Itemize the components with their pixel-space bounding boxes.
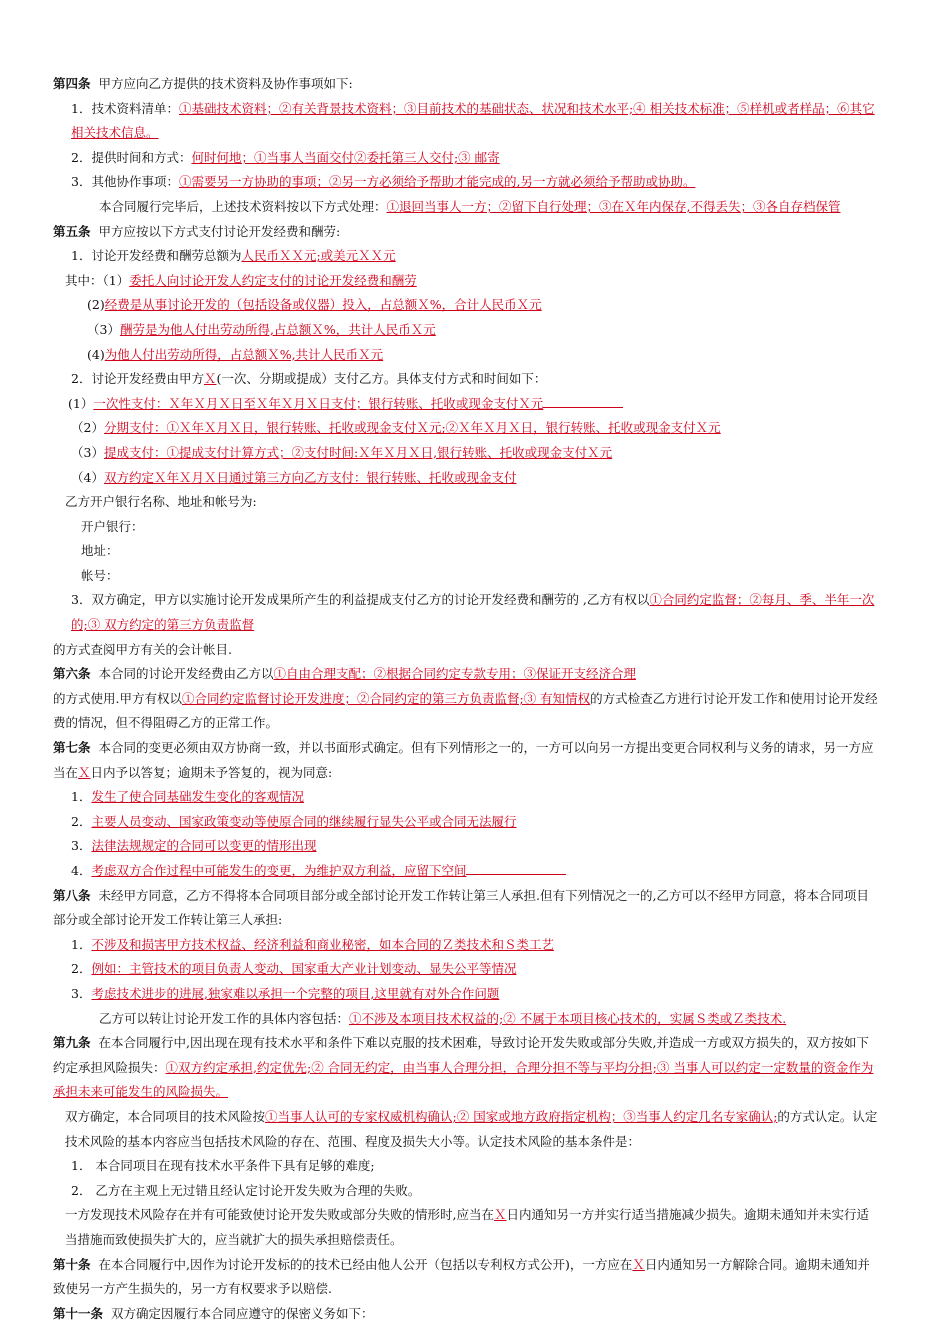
bank-account-label: 帐号： (81, 567, 119, 583)
bank-address-label: 地址： (81, 543, 119, 559)
article-6-body: 的方式使用.甲方有权以①合同约定监督讨论开发进度；②合同约定的第三方负责监督;③ 有知情权的方式检查乙方进行讨论开发工作和使用讨论开发经费的情况，但不得阻碍乙方的正常工作。 (53, 690, 878, 731)
art4-after: 本合同履行完毕后，上述技术资料按以下方式处理：①退回当事人一方；②留下自行处理；③在Ｘ年内保存,不得丢失；③各自存档保管 (99, 198, 841, 214)
art5-sub-3: （3）酬劳是为他人付出劳动所得,占总额Ｘ%，共计人民币Ｘ元 (87, 321, 436, 337)
art5-pay-2: （2）分期支付：①Ｘ年Ｘ月Ｘ日，银行转账、托收或现金支付Ｘ元;②Ｘ年Ｘ月Ｘ日，银行转账、托收或现金支付Ｘ元 (71, 420, 721, 436)
art5-sub-2: (2)经费是从事讨论开发的（包括设备或仪器）投入，占总额Ｘ%，合计人民币Ｘ元 (87, 297, 542, 313)
art9-para-2: 双方确定，本合同项目的技术风险按①当事人认可的专家权威机构确认;② 国家或地方政府指定机构；③当事人约定几名专家确认;的方式认定。认定技术风险的基本内容应当包括技术风险的存在、范围、程度及损失大小等。认定技术风险的基本条件是： (65, 1108, 878, 1149)
contract-page (53, 72, 879, 1326)
art4-item-2: 2．提供时间和方式：何时何地；①当事人当面交付②委托第三人交付;③ 邮寄 (71, 149, 500, 165)
bank-intro: 乙方开户银行名称、地址和帐号为: (65, 494, 257, 510)
art8-item-2: 2．例如：主管技术的项目负责人变动、国家重大产业计划变动、显失公平等情况 (71, 961, 517, 977)
article-label: 第四条 (53, 76, 91, 91)
blank-underline (466, 862, 566, 875)
blank-underline (543, 395, 623, 408)
article-4-heading: 第四条 甲方应向乙方提供的技术资料及协作事项如下: (53, 76, 353, 91)
art5-sub-1: 其中：（1）委托人向讨论开发人约定支付的讨论开发经费和酬劳 (65, 272, 417, 288)
art8-transfer: 乙方可以转让讨论开发工作的具体内容包括：①不涉及本项目技术权益的;② 不属于本项目核心技术的，实属Ｓ类或Ｚ类技术. (99, 1010, 787, 1026)
art5-pay-1: (1）一次性支付：Ｘ年Ｘ月Ｘ日至Ｘ年Ｘ月Ｘ日支付；银行转账、托收或现金支付Ｘ元 (53, 392, 879, 417)
art5-pay-3: （3）提成支付：①提成支付计算方式；②支付时间:Ｘ年Ｘ月Ｘ日,银行转账、托收或现金支付Ｘ元 (71, 444, 613, 460)
art8-item-1: 1．不涉及和损害甲方技术权益、经济利益和商业秘密，如本合同的Ｚ类技术和Ｓ类工艺 (71, 936, 554, 952)
art5-item-3-tail: 的方式查阅甲方有关的会计帐目. (53, 641, 232, 657)
art7-item-4: 4．考虑双方合作过程中可能发生的变更，为维护双方利益，应留下空间 (53, 859, 879, 884)
art4-item-1: 1．技术资料清单：①基础技术资料；②有关背景技术资料；③目前技术的基础状态、状况和技术水平;④ 相关技术标准；⑤样机或者样品；⑥其它相关技术信息。 (71, 100, 875, 141)
article-9: 第九条 在本合同履行中,因出现在现有技术水平和条件下难以克服的技术困难，导致讨论开发失败或部分失败,并造成一方或双方损失的，双方按如下约定承担风险损失：①双方约定承担,约定优先;② 合同无约定，由当事人合理分担，合理分担不等与平均分担;③ 当事人可以约定一定数量的资金作为承担未来可能发生的风险损失。 (53, 1035, 874, 1100)
bank-name-label: 开户银行： (81, 518, 144, 534)
art5-item-2: 2．讨论开发经费由甲方Ｘ(一次、分期或提成）支付乙方。具体支付方式和时间如下： (71, 371, 547, 387)
art5-item-1: 1．讨论开发经费和酬劳总额为人民币ＸＸ元;或美元ＸＸ元 (71, 248, 396, 264)
art7-item-2: 2．主要人员变动、国家政策变动等使原合同的继续履行显失公平或合同无法履行 (71, 813, 517, 829)
art9-condition-2: 2． 乙方在主观上无过错且经认定讨论开发失败为合理的失败。 (71, 1182, 421, 1198)
art9-para-3: 一方发现技术风险存在并有可能致使讨论开发失败或部分失败的情形时,应当在Ｘ日内通知另一方并实行适当措施减少损失。逾期未通知并未实行适当措施而致使损失扩大的，应当就扩大的损失承担赔偿责任。 (65, 1207, 870, 1247)
article-11: 第十一条 双方确定因履行本合同应遵守的保密义务如下： (53, 1305, 374, 1321)
art5-item-3: 3．双方确定，甲方以实施讨论开发成果所产生的利益提成支付乙方的讨论开发经费和酬劳的 ,乙方有权以①合同约定监督；②每月、季、半年一次的;③ 双方约定的第三方负责监督 (71, 592, 875, 633)
article-5-heading: 第五条 甲方应按以下方式支付讨论开发经费和酬劳: (53, 223, 341, 239)
article-6: 第六条 本合同的讨论开发经费由乙方以①自由合理支配；②根据合同约定专款专用；③保证开支经济合理 (53, 666, 636, 682)
art5-sub-4: (4)为他人付出劳动所得，占总额Ｘ%,共计人民币Ｘ元 (87, 346, 384, 362)
art7-item-3: 3．法律法规规定的合同可以变更的情形出现 (71, 838, 317, 854)
art7-item-1: 1．发生了使合同基础发生变化的客观情况 (71, 789, 304, 805)
art4-item-3: 3．其他协作事项：①需要另一方协助的事项；②另一方必须给予帮助才能完成的,另一方就必须给予帮助或协助。 (71, 174, 696, 190)
art8-item-3: 3．考虑技术进步的进展,独家难以承担一个完整的项目,这里就有对外合作问题 (71, 985, 500, 1001)
art5-pay-4: （4）双方约定Ｘ年Ｘ月Ｘ日通过第三方向乙方支付：银行转账、托收或现金支付 (71, 469, 517, 485)
article-8: 第八条 未经甲方同意，乙方不得将本合同项目部分或全部讨论开发工作转让第三人承担.但有下列情况之一的,乙方可以不经甲方同意，将本合同项目部分或全部讨论开发工作转让第三人承担: (53, 887, 869, 928)
article-7: 第七条 本合同的变更必须由双方协商一致，并以书面形式确定。但有下列情形之一的，一方可以向另一方提出变更合同权利与义务的请求，另一方应当在Ｘ日内予以答复；逾期未予答复的，视为同意: (53, 740, 874, 780)
article-10: 第十条 在本合同履行中,因作为讨论开发标的的技术已经由他人公开（包括以专利权方式公开)，一方应在Ｘ日内通知另一方解除合同。逾期未通知并致使另一方产生损失的，另一方有权要求予以赔偿. (53, 1256, 870, 1297)
art9-condition-1: 1． 本合同项目在现有技术水平条件下具有足够的难度; (71, 1158, 375, 1174)
